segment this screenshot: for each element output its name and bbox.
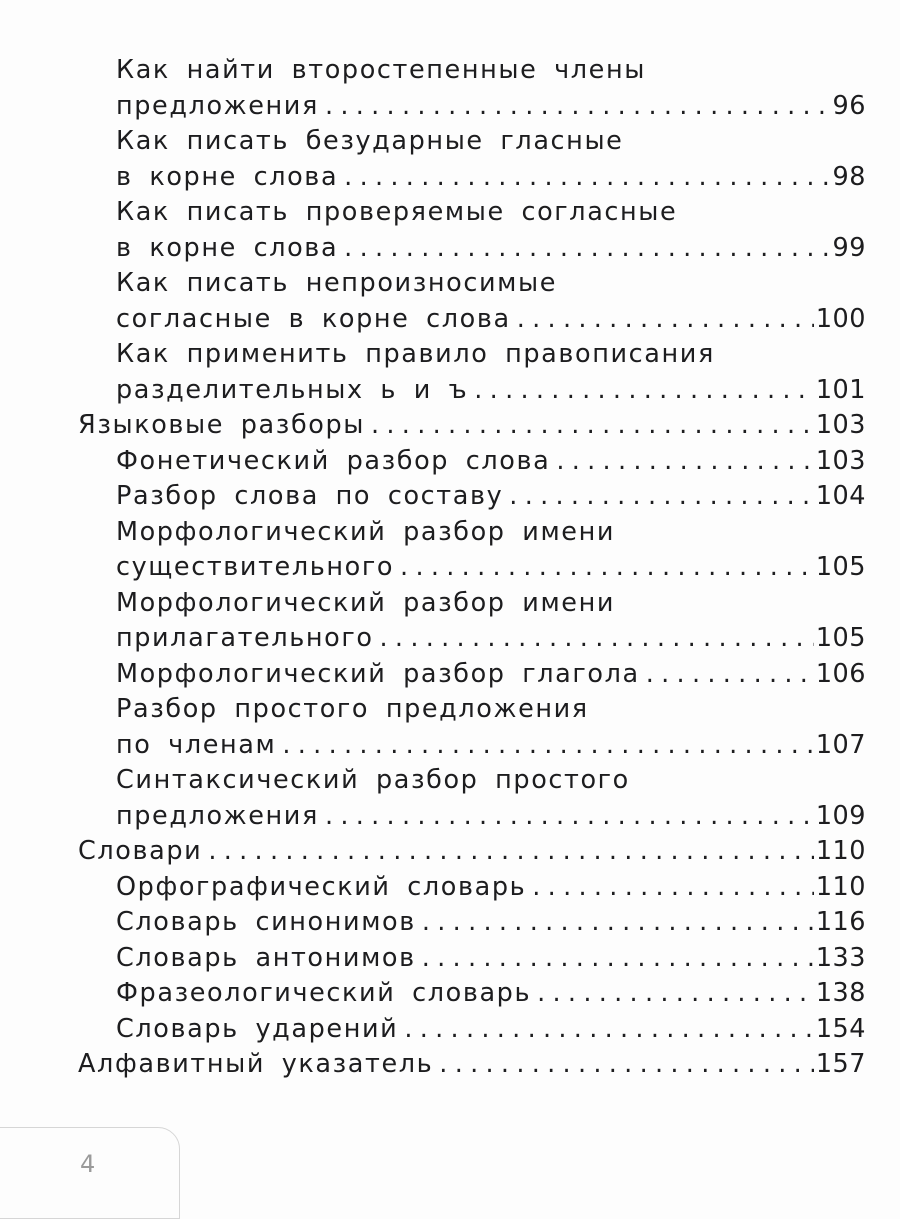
toc-entry-title: Как применить правило правописания [116, 339, 715, 369]
toc-entry-title: Морфологический разбор глагола [116, 658, 640, 689]
toc-entry-line [0, 870, 866, 906]
toc-page-number: 109 [815, 800, 866, 831]
toc-entry-line [0, 1047, 866, 1083]
toc-entry-line [0, 479, 866, 515]
toc-entry-line [0, 586, 866, 622]
toc-page-number: 157 [815, 1049, 866, 1079]
toc-entry-title: Разбор простого предложения [116, 694, 589, 724]
toc-page-number: 105 [815, 552, 866, 582]
toc-entry-line [0, 89, 866, 125]
toc-entry-line [0, 53, 866, 89]
toc-entry-line [0, 976, 866, 1012]
dot-leader [646, 657, 814, 693]
toc-entry-title: Словарь ударений [116, 1013, 399, 1044]
toc-entry-title: Как писать проверяемые согласные [116, 197, 678, 227]
dot-leader [422, 941, 814, 977]
toc-entry-title: Синтаксический разбор простого [116, 765, 630, 795]
toc-entry-title: Как писать безударные гласные [116, 126, 624, 156]
toc-entry-line [0, 621, 866, 657]
toc-entry-line [0, 124, 866, 160]
toc-entry-title: Языковые разборы [78, 410, 365, 440]
dot-leader [537, 976, 814, 1012]
dot-leader [282, 728, 813, 764]
toc-entry-line [0, 1012, 866, 1048]
page-number: 4 [80, 1150, 96, 1178]
dot-leader [380, 621, 814, 657]
toc-page-number: 110 [815, 836, 866, 866]
toc-entry-line [0, 834, 866, 870]
toc-entry-line [0, 905, 866, 941]
toc-entry-line [0, 657, 866, 693]
toc-entry-line [0, 408, 866, 444]
toc-entry-title: предложения [116, 800, 319, 831]
toc-entry-title: согласные в корне слова [116, 303, 511, 334]
dot-leader [509, 479, 814, 515]
dot-leader [325, 799, 814, 835]
toc-entry-title: Как писать непроизносимые [116, 268, 557, 298]
toc-entry-line [0, 337, 866, 373]
toc-entry-title: Словарь синонимов [116, 907, 416, 937]
toc-page-number: 96 [832, 90, 866, 121]
dot-leader [532, 870, 814, 906]
toc-page-number: 110 [815, 871, 866, 902]
toc-entry-title: Морфологический разбор имени [116, 516, 616, 547]
toc-entry-line [0, 160, 866, 196]
toc-entry-title: Фразеологический словарь [116, 978, 532, 1008]
toc-entry-line [0, 373, 866, 409]
toc-page-number: 116 [815, 907, 866, 937]
toc-entry-line [0, 444, 866, 480]
table-of-contents [0, 53, 866, 1083]
toc-page-number: 103 [815, 410, 866, 440]
toc-entry-line [0, 941, 866, 977]
toc-entry-title: Морфологический разбор имени [116, 587, 616, 618]
toc-entry-line [0, 231, 866, 267]
toc-page-number: 105 [815, 623, 866, 653]
dot-leader [208, 834, 814, 870]
toc-page-number: 138 [815, 978, 866, 1008]
toc-entry-title: Как найти второстепенные члены [116, 55, 646, 85]
toc-page-number: 101 [815, 374, 866, 405]
toc-entry-title: по членам [116, 729, 277, 760]
toc-page-number: 98 [832, 161, 866, 192]
toc-entry-title: Фонетический разбор слова [116, 445, 551, 476]
toc-entry-line [0, 763, 866, 799]
toc-entry-title: разделительных ь и ъ [116, 374, 469, 405]
toc-entry-title: в корне слова [116, 232, 339, 263]
dot-leader [325, 89, 831, 125]
dot-leader [439, 1047, 814, 1083]
toc-page-number: 154 [815, 1013, 866, 1044]
toc-entry-line [0, 515, 866, 551]
toc-page-number: 99 [832, 232, 866, 263]
toc-entry-title: предложения [116, 90, 319, 121]
toc-entry-title: Словарь антонимов [116, 942, 416, 973]
dot-leader [371, 408, 814, 444]
dot-leader [404, 1012, 814, 1048]
toc-entry-title: Словари [78, 836, 203, 866]
dot-leader [556, 444, 813, 480]
toc-entry-line [0, 266, 866, 302]
toc-entry-line [0, 799, 866, 835]
toc-entry-title: прилагательного [116, 623, 374, 653]
toc-entry-title: Разбор слова по составу [116, 481, 504, 511]
dot-leader [400, 550, 814, 586]
toc-entry-title: существительного [116, 552, 395, 582]
dot-leader [474, 373, 814, 409]
toc-page-number: 104 [815, 481, 866, 511]
dot-leader [517, 302, 814, 338]
toc-page-number: 106 [815, 658, 866, 689]
toc-page-number: 133 [815, 942, 866, 973]
toc-entry-title: Орфографический словарь [116, 871, 527, 902]
toc-entry-line [0, 728, 866, 764]
toc-page-number: 107 [815, 729, 866, 760]
dot-leader [344, 231, 830, 267]
toc-entry-line [0, 550, 866, 586]
dot-leader [344, 160, 830, 196]
toc-entry-line [0, 195, 866, 231]
toc-entry-line [0, 302, 866, 338]
dot-leader [422, 905, 814, 941]
toc-page-number: 103 [815, 445, 866, 476]
toc-entry-line [0, 692, 866, 728]
toc-page-number: 100 [815, 303, 866, 334]
toc-entry-title: в корне слова [116, 161, 339, 192]
toc-entry-title: Алфавитный указатель [78, 1049, 434, 1079]
